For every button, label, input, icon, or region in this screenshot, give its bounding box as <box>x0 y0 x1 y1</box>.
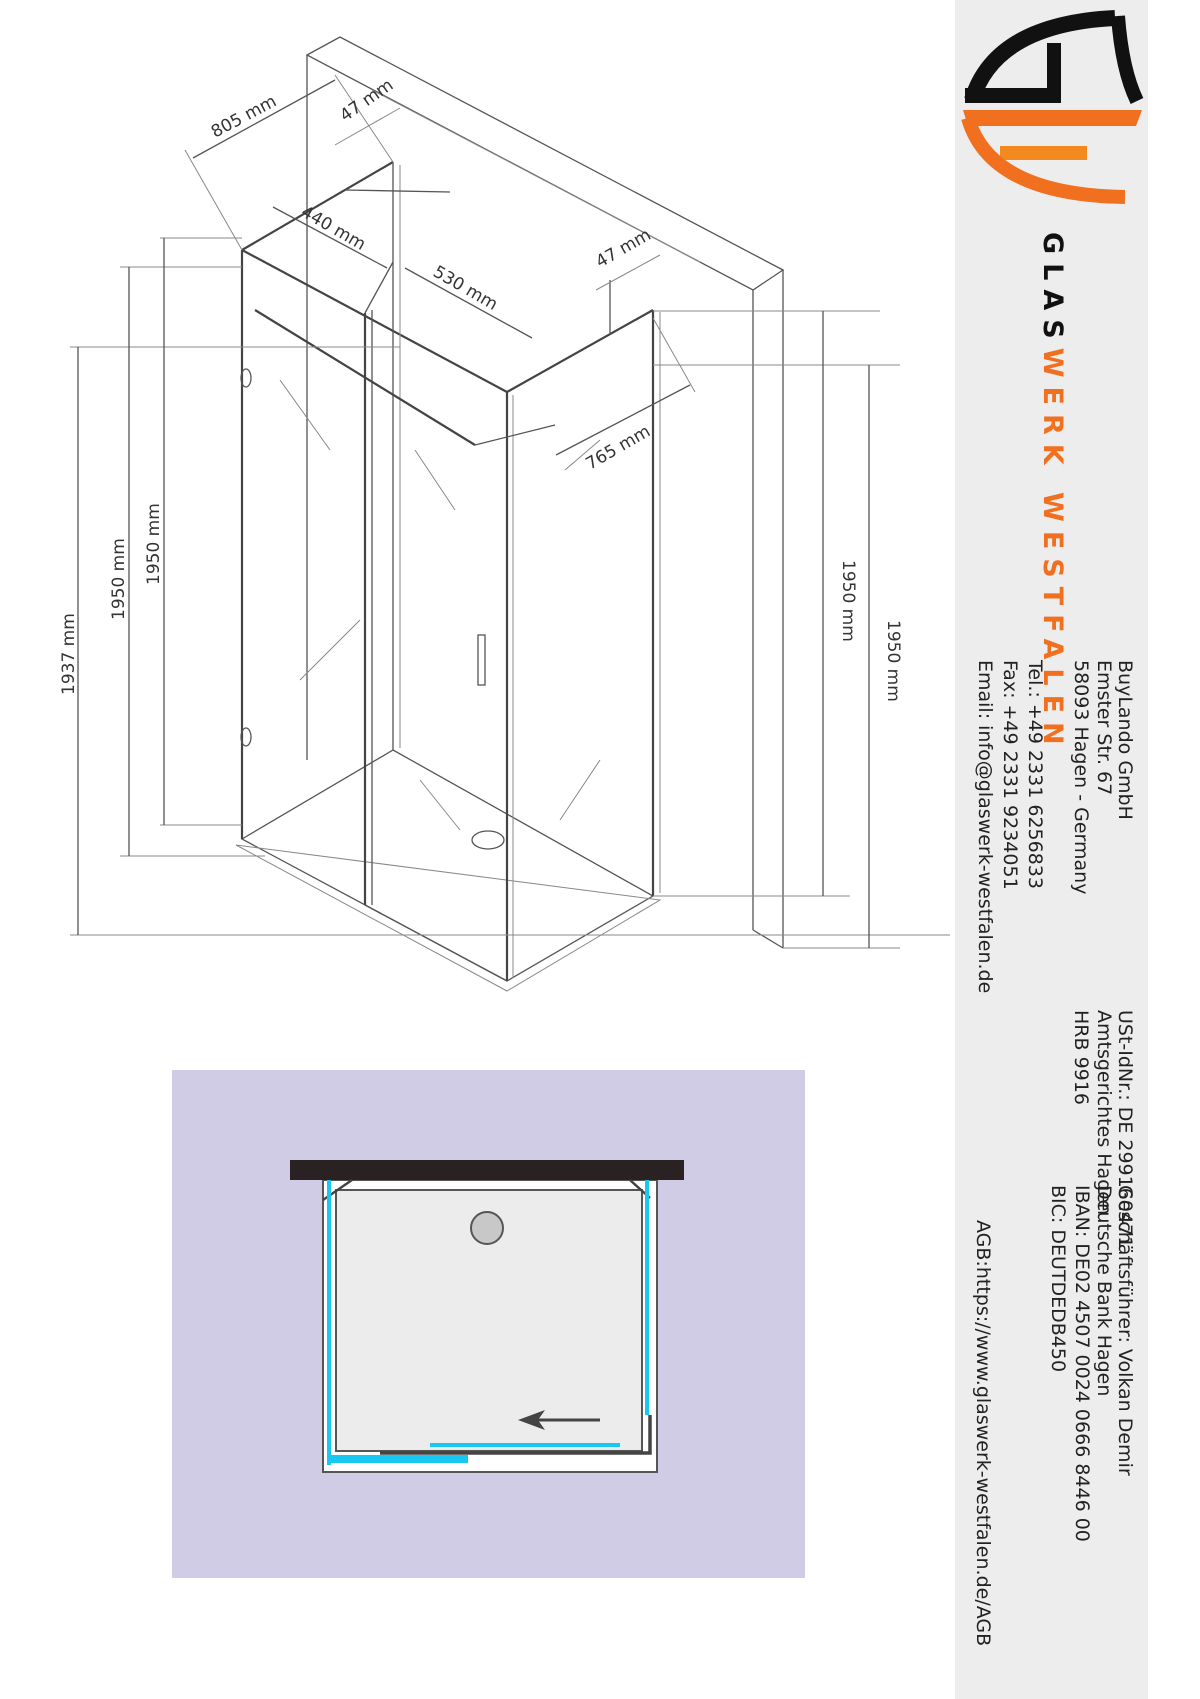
company-tel: Tel.: +49 2331 6256833 <box>1024 660 1046 889</box>
company-ceo: Geschäftsführer: Volkan Demir <box>1114 1185 1136 1476</box>
door-handle <box>478 635 485 685</box>
dim-panel-left: 440 mm <box>297 202 369 255</box>
company-fax: Fax: +49 2331 9234051 <box>999 660 1021 890</box>
dim-top-depth-right: 47 mm <box>592 224 655 273</box>
stabilizer-bar <box>345 190 450 192</box>
dim-height-total: 1937 mm <box>59 613 79 695</box>
dim-side-depth: 765 mm <box>582 421 654 475</box>
back-wall <box>307 37 783 948</box>
company-street: Emster Str. 67 <box>1093 660 1115 796</box>
glass-panel-front-fixed <box>327 1455 468 1463</box>
dimension-lines <box>70 75 950 948</box>
dim-top-width: 805 mm <box>207 91 281 143</box>
company-city: 58093 Hagen - Germany <box>1070 660 1092 895</box>
dim-height-right-2: 1950 mm <box>883 620 903 702</box>
company-bank: Deutsche Bank Hagen <box>1093 1185 1115 1397</box>
floor-plan <box>172 1070 805 1578</box>
dim-door-width: 530 mm <box>429 262 501 315</box>
dim-height-right-1: 1950 mm <box>838 560 858 642</box>
drain-icon <box>471 1212 503 1244</box>
dim-height-left-2: 1950 mm <box>144 503 164 585</box>
company-agb-link[interactable]: AGB:https://www.glaswerk-westfalen.de/AGB <box>972 1220 994 1647</box>
company-email[interactable]: Email: info@glaswerk-westfalen.de <box>974 660 996 994</box>
isometric-shower-view <box>59 37 950 991</box>
company-court: Amtsgerichtes Hagen <box>1093 1010 1115 1215</box>
dim-height-left-1: 1950 mm <box>109 538 129 620</box>
wall-bar <box>290 1160 684 1180</box>
wordmark-glas: GLAS <box>1037 232 1068 348</box>
company-hrb: HRB 9916 <box>1070 1010 1092 1105</box>
drain-icon <box>472 831 504 849</box>
dimension-labels <box>59 75 903 702</box>
shower-tray <box>236 750 660 991</box>
company-vat: USt-IdNr.: DE 299160471 <box>1114 1010 1136 1249</box>
company-iban: IBAN: DE02 4507 0024 0666 8446 00 <box>1071 1185 1093 1542</box>
company-name: BuyLando GmbH <box>1114 660 1136 820</box>
wordmark-werk-westfalen: WERK WESTFALEN <box>1037 347 1068 754</box>
company-bic: BIC: DEUTDEDB450 <box>1047 1185 1069 1373</box>
dim-top-depth-left: 47 mm <box>336 75 398 127</box>
company-info <box>955 0 1148 1699</box>
